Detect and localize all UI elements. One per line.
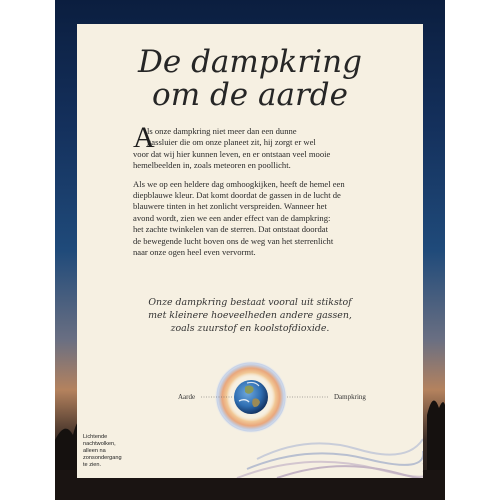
paragraph-1-line: gassluier die om onze planeet zit, hij zorgt er wel xyxy=(147,137,316,148)
paragraph-2-line: avond wordt, zien we een ander effect van de dampkring: xyxy=(133,212,331,223)
pull-quote xyxy=(107,296,393,335)
paragraph-2-line: het zachte twinkelen van de sterren. Dat ontstaat doordat xyxy=(133,224,328,235)
paragraph-1-line: voor dat wij hier kunnen leven, en er ontstaan veel mooie xyxy=(133,148,331,159)
paragraph-1-line: ls onze dampkring niet meer dan een dunne xyxy=(147,126,297,136)
paragraph-2-line: Als we op een heldere dag omhoogkijken, heeft de hemel een xyxy=(133,178,345,189)
caption-line: te zien. xyxy=(83,462,102,468)
caption-line: zonsondergang xyxy=(83,455,122,461)
caption-line: nachtwolken, xyxy=(83,441,116,447)
page-title xyxy=(77,46,423,112)
label-earth: Aarde xyxy=(178,393,196,401)
caption-line: Lichtende xyxy=(83,434,108,440)
pull-quote-line: zoals zuurstof en koolstofdioxide. xyxy=(170,323,330,334)
photo-caption xyxy=(83,434,143,469)
paragraph-1 xyxy=(133,121,371,172)
drop-cap: A xyxy=(133,121,155,154)
paragraph-2-line: blauwere tinten in het zonlicht verspreiden. Wanneer het xyxy=(133,201,327,212)
wave-stroke xyxy=(277,466,423,478)
paragraph-2-line: naar onze ogen heel even vervormt. xyxy=(133,247,256,258)
label-atmosphere: Dampkring xyxy=(334,393,366,401)
wave-stroke xyxy=(257,439,423,459)
title-line-2: om de aarde xyxy=(152,77,348,113)
paragraph-2-line: diepblauwe kleur. Dat komt doordat de gassen in de lucht de xyxy=(133,190,341,201)
earth-globe xyxy=(234,380,268,414)
paragraph-2 xyxy=(133,179,371,259)
pull-quote-line: Onze dampkring bestaat vooral uit stikstof xyxy=(148,297,352,308)
paragraph-1-line: hemelbeelden in, zoals meteoren en poollicht. xyxy=(133,160,291,171)
title-line-1: De dampkring xyxy=(138,44,362,80)
caption-line: alleen na xyxy=(83,448,106,454)
content-panel xyxy=(77,24,423,478)
book-page xyxy=(55,0,445,500)
article-body xyxy=(133,121,371,265)
pull-quote-line: met kleinere hoeveelheden andere gassen, xyxy=(148,310,352,321)
paragraph-2-line: de bewegende lucht boven ons de weg van het sterrenlicht xyxy=(133,235,334,246)
